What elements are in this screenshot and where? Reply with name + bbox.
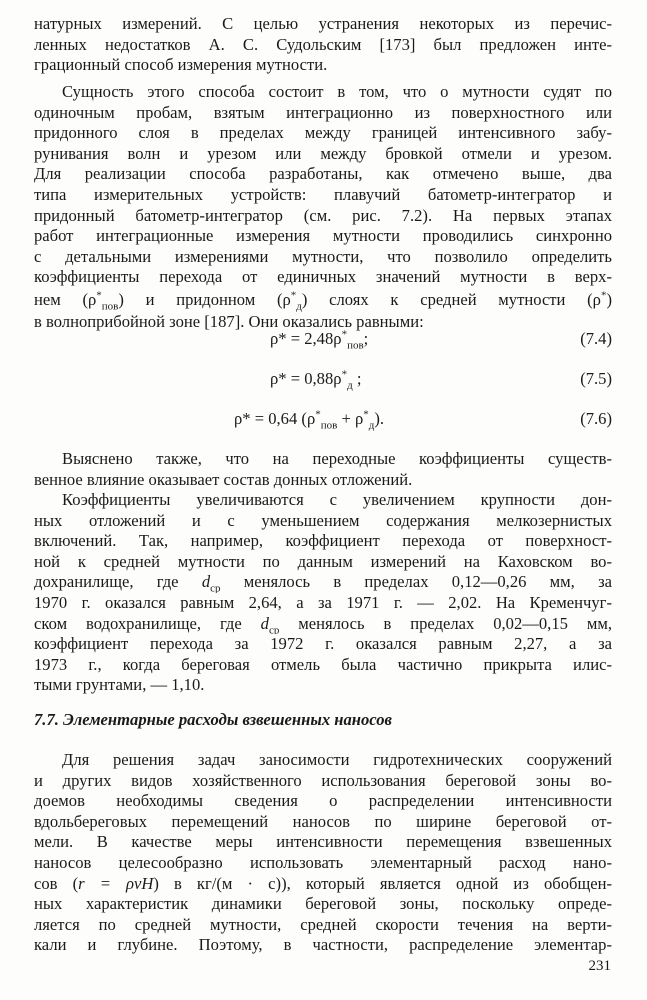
superscript: * — [600, 289, 607, 302]
text-line: и других видов хозяйственного использования береговой зоны во- — [34, 770, 612, 790]
text-line: типа измерительных устройств: плавучий батометр-интегратор и — [34, 184, 612, 204]
text-line: 1970 г. оказался равным 2,64, а за 1971 г. — 2,02. На Кременчуг- — [34, 592, 612, 612]
text-line: доемов необходимы сведения о распределении интенсивности — [34, 791, 612, 811]
text-fragment: ) в кг/(м · с)), который является одной из обобщен- — [153, 873, 612, 893]
superscript: * — [96, 289, 102, 302]
text-line: натурных измерений. С целью устранения некоторых из перечис- — [34, 14, 612, 33]
text-line: ных отложений и с уменьшением содержания мелкозернистых — [34, 510, 612, 530]
formula-text: ; — [352, 369, 362, 388]
text-fragment: ском водохранилище, где — [34, 613, 242, 633]
formula-7-6 — [234, 408, 385, 432]
text-line: коэффициенты перехода от единичных значений мутности в верх- — [34, 267, 612, 287]
symbol: d — [201, 572, 211, 592]
text-line: придонного слоя в пределах между границей интенсивного забу- — [34, 123, 612, 143]
text-line-with-symbols — [34, 874, 612, 895]
section-heading: 7.7. Элементарные расходы взвешенных наносов — [34, 710, 392, 729]
paragraph-3 — [34, 449, 612, 490]
formula-7-4 — [270, 328, 369, 352]
text-line: Для реализации способа разработаны, как отмечено выше, два — [34, 164, 612, 184]
formula-inline: r = ρvH — [78, 873, 154, 893]
superscript: * — [341, 328, 348, 341]
text-line: работ интеграционные измерения мутности проводились синхронно — [34, 226, 612, 246]
text-line: ляется по средней мутности, средней скорости течения на верти- — [34, 914, 612, 934]
text-line: грационный способ измерения мутности. — [34, 55, 328, 75]
superscript: * — [290, 289, 297, 302]
text-fragment: ) и придонном (ρ — [118, 289, 291, 309]
text-line: в волноприбойной зоне [187]. Они оказались равными: — [34, 311, 424, 331]
text-fragment: менялось в пределах 0,02—0,15 мм, — [298, 613, 612, 633]
text-fragment: ) — [606, 289, 612, 309]
formula-text: ρ* = 2,48ρ — [270, 329, 342, 348]
subscript: пов — [347, 339, 364, 352]
text-fragment: сов ( — [34, 873, 79, 893]
subscript: д — [368, 419, 375, 432]
subscript: ср — [210, 582, 221, 593]
subscript: пов — [320, 419, 338, 432]
text-fragment: ) слоях к средней мутности (ρ — [301, 289, 601, 309]
equation-number: (7.4) — [580, 329, 612, 348]
subscript: ср — [268, 623, 280, 635]
text-line: Сущность этого способа состоит в том, что о мутности судят по — [62, 82, 612, 101]
paragraph-5 — [34, 750, 612, 956]
text-line: включений. Так, например, коэффициент перехода от поверхност- — [34, 531, 612, 551]
text-line: с детальными измерениями мутности, что позволило определить — [34, 246, 612, 266]
superscript: * — [315, 408, 321, 421]
text-line: придонный батометр-интегратор (см. рис. 7.2). На первых этапах — [34, 205, 612, 225]
subscript: д — [347, 379, 353, 392]
formula-text: ρ* = 0,64 (ρ — [234, 409, 316, 428]
text-line: мели. В качестве меры интенсивности перемещения взвешенных — [34, 832, 612, 852]
text-fragment: нем (ρ — [34, 289, 97, 309]
text-line: 1973 г., когда береговая отмель была частично прикрыта илис- — [34, 654, 612, 674]
symbol: d — [260, 613, 269, 633]
superscript: * — [341, 368, 348, 381]
text-fragment: менялось в пределах 0,12—0,26 мм, за — [243, 572, 612, 592]
page-number: 231 — [588, 958, 611, 974]
text-line: вдольбереговых перемещений наносов по ширине береговой от- — [34, 811, 612, 831]
text-line-with-symbols — [34, 288, 612, 312]
text-line: венное влияние оказывает состав донных отложений. — [34, 469, 413, 489]
paragraph-1 — [34, 14, 612, 76]
formula-text: + ρ — [337, 409, 364, 428]
text-line-with-symbols — [34, 614, 612, 635]
paragraph-4 — [34, 490, 612, 696]
paragraph-2 — [34, 82, 612, 333]
text-line: Выяснено также, что на переходные коэффициенты существ- — [62, 449, 612, 468]
equation-number: (7.5) — [580, 369, 612, 388]
formula-text: ; — [363, 329, 369, 348]
text-fragment: дохранилище, где — [34, 572, 179, 592]
superscript: * — [363, 408, 369, 421]
text-line: тыми грунтами, — 1,10. — [34, 675, 205, 695]
text-line: рунивания волн и урезом или между бровкой отмели и урезом. — [34, 143, 612, 163]
text-line: ленных недостатков А. С. Судольским [173] был предложен инте- — [34, 34, 612, 54]
formula-text: ). — [374, 409, 385, 428]
subscript: д — [296, 300, 302, 312]
text-line: ных характеристик динамики береговой зоны, поскольку опреде- — [34, 894, 612, 914]
text-line: коэффициент перехода за 1972 г. оказался равным 2,27, а за — [34, 634, 612, 654]
text-line: одиночным пробам, взятым интеграционно из поверхностного или — [34, 102, 612, 122]
text-line-with-symbols — [34, 572, 612, 593]
text-line: кали и глубине. Поэтому, в частности, распределение элементар- — [34, 935, 612, 955]
formula-text: ρ* = 0,88ρ — [270, 369, 342, 388]
formula-7-5 — [270, 368, 362, 392]
text-line: Для решения задач заносимости гидротехнических сооружений — [62, 750, 612, 769]
equation-number: (7.6) — [580, 409, 612, 428]
subscript: пов — [101, 300, 119, 312]
text-line: Коэффициенты увеличиваются с увеличением крупности дон- — [62, 490, 612, 509]
text-line: наносов целесообразно использовать элементарный расход нано- — [34, 852, 612, 872]
text-line: ной к средней мутности по данным измерений на Каховском во- — [34, 551, 612, 571]
